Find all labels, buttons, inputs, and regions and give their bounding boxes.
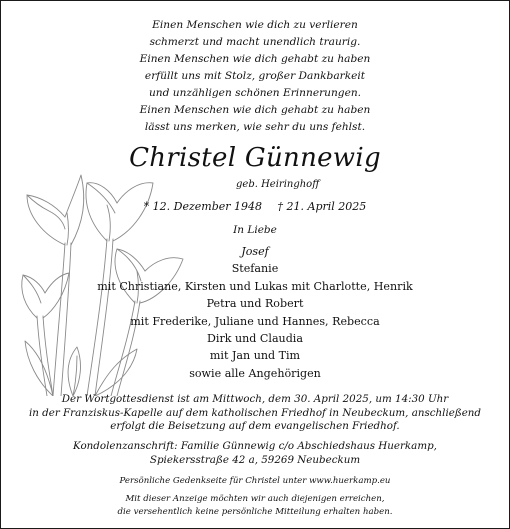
death-date: † 21. April 2025	[277, 200, 367, 213]
family-member: Stefanie	[231, 262, 279, 276]
deceased-name: Christel Günnewig	[129, 143, 381, 173]
poem-line: erfüllt uns mit Stolz, großer Dankbarkeit	[144, 70, 366, 82]
poem	[1, 17, 509, 136]
family-member: sowie alle Angehörigen	[189, 366, 321, 380]
memorial-page-note: Persönliche Gedenkseite für Christel unter www.huerkamp.eu	[119, 476, 391, 486]
closing-line: Mit dieser Anzeige möchten wir auch diejenigen erreichen,	[125, 494, 385, 504]
family-list	[1, 243, 509, 382]
address-line: Kondolenzanschrift: Familie Günnewig c/o Abschiedshaus Huerkamp,	[73, 440, 437, 452]
poem-line: schmerzt und macht unendlich traurig.	[149, 36, 361, 48]
service-line: in der Franziskus-Kapelle auf dem katholischen Friedhof in Neubeckum, anschließend	[28, 406, 482, 419]
closing-line: die versehentlich keine persönliche Mitteilung erhalten haben.	[117, 507, 393, 517]
service-info	[1, 393, 509, 434]
family-member: mit Christiane, Kirsten und Lukas mit Charlotte, Henrik	[97, 279, 413, 293]
poem-line: Einen Menschen wie dich zu verlieren	[152, 19, 358, 31]
service-line: Der Wortgottesdienst ist am Mittwoch, dem 30. April 2025, um 14:30 Uhr	[61, 393, 449, 405]
closing-note	[1, 493, 509, 519]
poem-line: und unzähligen schönen Erinnerungen.	[148, 87, 362, 99]
family-member: Petra und Robert	[206, 297, 304, 311]
poem-line: Einen Menschen wie dich gehabt zu haben	[139, 53, 371, 65]
in-love-label: In Liebe	[233, 224, 277, 236]
life-dates	[1, 199, 509, 215]
birth-name: geb. Heiringhoff	[236, 179, 320, 190]
birth-date: * 12. Dezember 1948	[143, 200, 263, 213]
family-member: mit Frederike, Juliane und Hannes, Rebecca	[130, 314, 380, 328]
address-line: Spiekersstraße 42 a, 59269 Neubeckum	[149, 453, 361, 466]
poem-line: Einen Menschen wie dich gehabt zu haben	[139, 104, 371, 116]
family-member: Dirk und Claudia	[207, 332, 303, 346]
poem-line: lässt uns merken, wie sehr du uns fehlst.	[144, 121, 366, 133]
condolence-address	[1, 440, 509, 467]
family-member: mit Jan und Tim	[209, 349, 301, 363]
family-member: Josef	[241, 245, 269, 258]
service-line: erfolgt die Beisetzung auf dem evangelischen Friedhof.	[110, 420, 400, 432]
